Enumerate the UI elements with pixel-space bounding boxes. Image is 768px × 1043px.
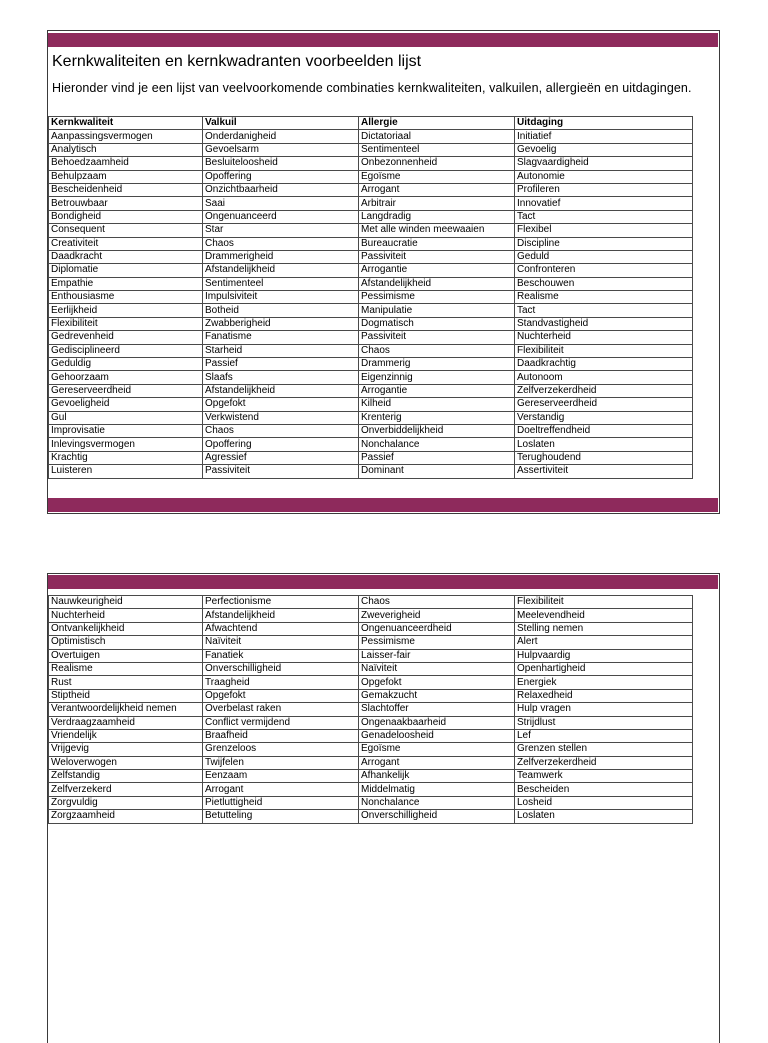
- table-cell: Met alle winden meewaaien: [359, 224, 515, 237]
- table-cell: Nonchalance: [359, 438, 515, 451]
- table-cell: Krachtig: [49, 451, 203, 464]
- table-row: [49, 756, 693, 769]
- table-row: [49, 689, 693, 702]
- table-cell: Geduldig: [49, 358, 203, 371]
- document-page-1: [47, 30, 720, 514]
- table-cell: Verdraagzaamheid: [49, 716, 203, 729]
- table-row: [49, 703, 693, 716]
- header-valkuil: Valkuil: [203, 117, 359, 130]
- top-accent-band: [48, 575, 718, 589]
- table-cell: Naïviteit: [359, 662, 515, 675]
- table-cell: Dominant: [359, 465, 515, 478]
- intro-text: Hieronder vind je een lijst van veelvoorkomende combinaties kernkwaliteiten, valkuilen, allergieën en uitdagingen.: [52, 81, 692, 95]
- table-cell: Rust: [49, 676, 203, 689]
- table-cell: Verantwoordelijkheid nemen: [49, 703, 203, 716]
- table-cell: Drammerigheid: [203, 250, 359, 263]
- table-cell: Gedisciplineerd: [49, 344, 203, 357]
- table-row: [49, 411, 693, 424]
- table-cell: Overbelast raken: [203, 703, 359, 716]
- table-cell: Eenzaam: [203, 770, 359, 783]
- table-row: [49, 371, 693, 384]
- table-cell: Creativiteit: [49, 237, 203, 250]
- table-cell: Onzichtbaarheid: [203, 183, 359, 196]
- table-cell: Opgefokt: [203, 689, 359, 702]
- table-cell: Zelfverzekerdheid: [515, 756, 693, 769]
- table-cell: Twijfelen: [203, 756, 359, 769]
- table-cell: Zelfverzekerd: [49, 783, 203, 796]
- table-cell: Beschouwen: [515, 277, 693, 290]
- table-cell: Ongenuanceerdheid: [359, 622, 515, 635]
- table-cell: Onbezonnenheid: [359, 157, 515, 170]
- table-cell: Analytisch: [49, 143, 203, 156]
- table-cell: Strijdlust: [515, 716, 693, 729]
- table-cell: Passief: [359, 451, 515, 464]
- table-cell: Grenzeloos: [203, 743, 359, 756]
- table-cell: Tact: [515, 304, 693, 317]
- table-row: [49, 596, 693, 609]
- table-row: [49, 424, 693, 437]
- table-cell: Fanatisme: [203, 331, 359, 344]
- table-row: [49, 622, 693, 635]
- table-cell: Egoïsme: [359, 743, 515, 756]
- table-cell: Pessimisme: [359, 291, 515, 304]
- table-cell: Afstandelijkheid: [203, 609, 359, 622]
- table-cell: Ongenuanceerd: [203, 210, 359, 223]
- table-cell: Energiek: [515, 676, 693, 689]
- table-cell: Opoffering: [203, 438, 359, 451]
- table-row: [49, 636, 693, 649]
- table-cell: Genadeloosheid: [359, 729, 515, 742]
- table-cell: Nuchterheid: [515, 331, 693, 344]
- table-cell: Hulp vragen: [515, 703, 693, 716]
- table-cell: Onverschilligheid: [203, 662, 359, 675]
- table-cell: Star: [203, 224, 359, 237]
- table-row: [49, 358, 693, 371]
- page-title: Kernkwaliteiten en kernkwadranten voorbeelden lijst: [52, 53, 422, 70]
- table-row: [49, 796, 693, 809]
- table-cell: Tact: [515, 210, 693, 223]
- table-row: [49, 143, 693, 156]
- table-cell: Pietluttigheid: [203, 796, 359, 809]
- table-cell: Enthousiasme: [49, 291, 203, 304]
- table-body: [49, 596, 693, 824]
- table-cell: Standvastigheid: [515, 317, 693, 330]
- table-row: [49, 465, 693, 478]
- top-accent-band: [48, 33, 718, 47]
- table-cell: Flexibel: [515, 224, 693, 237]
- table-cell: Luisteren: [49, 465, 203, 478]
- table-cell: Sentimenteel: [203, 277, 359, 290]
- table-cell: Grenzen stellen: [515, 743, 693, 756]
- table-cell: Opgefokt: [203, 398, 359, 411]
- table-cell: Innovatief: [515, 197, 693, 210]
- table-cell: Afstandelijkheid: [359, 277, 515, 290]
- header-kernkwaliteit: Kernkwaliteit: [49, 117, 203, 130]
- table-cell: Saai: [203, 197, 359, 210]
- table-cell: Aanpassingsvermogen: [49, 130, 203, 143]
- table-cell: Gehoorzaam: [49, 371, 203, 384]
- table-cell: Teamwerk: [515, 770, 693, 783]
- table-cell: Zelfstandig: [49, 770, 203, 783]
- table-cell: Gul: [49, 411, 203, 424]
- table-row: [49, 264, 693, 277]
- table-cell: Arrogantie: [359, 264, 515, 277]
- table-cell: Onverschilligheid: [359, 810, 515, 823]
- table-cell: Afstandelijkheid: [203, 384, 359, 397]
- table-cell: Openhartigheid: [515, 662, 693, 675]
- table-header-row: [49, 117, 693, 130]
- table-cell: Hulpvaardig: [515, 649, 693, 662]
- table-cell: Vriendelijk: [49, 729, 203, 742]
- table-cell: Laisser-fair: [359, 649, 515, 662]
- document-page-2: [47, 573, 720, 1043]
- table-cell: Stiptheid: [49, 689, 203, 702]
- table-cell: Lef: [515, 729, 693, 742]
- header-uitdaging: Uitdaging: [515, 117, 693, 130]
- table-cell: Gevoelig: [515, 143, 693, 156]
- table-row: [49, 130, 693, 143]
- table-cell: Chaos: [203, 237, 359, 250]
- table-row: [49, 676, 693, 689]
- table-row: [49, 451, 693, 464]
- table-cell: Opoffering: [203, 170, 359, 183]
- table-cell: Consequent: [49, 224, 203, 237]
- table-row: [49, 224, 693, 237]
- table-row: [49, 729, 693, 742]
- table-row: [49, 331, 693, 344]
- table-row: [49, 210, 693, 223]
- table-row: [49, 183, 693, 196]
- table-cell: Eigenzinnig: [359, 371, 515, 384]
- table-cell: Afwachtend: [203, 622, 359, 635]
- table-cell: Zelfverzekerdheid: [515, 384, 693, 397]
- table-cell: Sentimenteel: [359, 143, 515, 156]
- table-cell: Bescheiden: [515, 783, 693, 796]
- table-cell: Overtuigen: [49, 649, 203, 662]
- table-row: [49, 743, 693, 756]
- table-row: [49, 237, 693, 250]
- table-row: [49, 810, 693, 823]
- table-cell: Loslaten: [515, 438, 693, 451]
- table-row: [49, 716, 693, 729]
- table-cell: Passiviteit: [359, 250, 515, 263]
- table-cell: Realisme: [49, 662, 203, 675]
- table-cell: Alert: [515, 636, 693, 649]
- table-cell: Onverbiddelijkheid: [359, 424, 515, 437]
- table-cell: Arrogantie: [359, 384, 515, 397]
- table-cell: Slaafs: [203, 371, 359, 384]
- table-cell: Eerlijkheid: [49, 304, 203, 317]
- table-cell: Langdradig: [359, 210, 515, 223]
- table-cell: Empathie: [49, 277, 203, 290]
- table-row: [49, 170, 693, 183]
- table-row: [49, 783, 693, 796]
- table-cell: Stelling nemen: [515, 622, 693, 635]
- table-row: [49, 197, 693, 210]
- table-cell: Flexibiliteit: [515, 344, 693, 357]
- table-cell: Passief: [203, 358, 359, 371]
- table-cell: Gemakzucht: [359, 689, 515, 702]
- table-cell: Meelevendheid: [515, 609, 693, 622]
- table-cell: Chaos: [359, 596, 515, 609]
- table-cell: Daadkracht: [49, 250, 203, 263]
- table-cell: Gereserveerdheid: [515, 398, 693, 411]
- table-row: [49, 277, 693, 290]
- table-cell: Vrijgevig: [49, 743, 203, 756]
- table-cell: Doeltreffendheid: [515, 424, 693, 437]
- table-cell: Zorgvuldig: [49, 796, 203, 809]
- table-row: [49, 304, 693, 317]
- table-cell: Drammerig: [359, 358, 515, 371]
- table-cell: Starheid: [203, 344, 359, 357]
- table-cell: Discipline: [515, 237, 693, 250]
- core-qualities-table-continued: [48, 595, 693, 824]
- table-cell: Zweverigheid: [359, 609, 515, 622]
- table-cell: Gevoelsarm: [203, 143, 359, 156]
- table-cell: Botheid: [203, 304, 359, 317]
- table-cell: Betutteling: [203, 810, 359, 823]
- table-cell: Assertiviteit: [515, 465, 693, 478]
- table-cell: Terughoudend: [515, 451, 693, 464]
- table-cell: Betrouwbaar: [49, 197, 203, 210]
- table-cell: Onderdanigheid: [203, 130, 359, 143]
- table-cell: Naïviteit: [203, 636, 359, 649]
- table-cell: Agressief: [203, 451, 359, 464]
- table-cell: Egoïsme: [359, 170, 515, 183]
- table-cell: Krenterig: [359, 411, 515, 424]
- bottom-accent-band: [48, 498, 718, 512]
- table-cell: Profileren: [515, 183, 693, 196]
- table-row: [49, 398, 693, 411]
- table-row: [49, 291, 693, 304]
- table-cell: Flexibiliteit: [49, 317, 203, 330]
- table-cell: Optimistisch: [49, 636, 203, 649]
- table-cell: Zorgzaamheid: [49, 810, 203, 823]
- table-row: [49, 609, 693, 622]
- table-cell: Arrogant: [359, 183, 515, 196]
- table-cell: Confronteren: [515, 264, 693, 277]
- table-cell: Gereserveerdheid: [49, 384, 203, 397]
- table-cell: Opgefokt: [359, 676, 515, 689]
- table-cell: Autonoom: [515, 371, 693, 384]
- table-cell: Slagvaardigheid: [515, 157, 693, 170]
- table-cell: Passiviteit: [203, 465, 359, 478]
- table-cell: Afhankelijk: [359, 770, 515, 783]
- table-cell: Geduld: [515, 250, 693, 263]
- table-cell: Zwabberigheid: [203, 317, 359, 330]
- table-cell: Pessimisme: [359, 636, 515, 649]
- table-row: [49, 384, 693, 397]
- core-qualities-table: [48, 116, 693, 479]
- table-cell: Arrogant: [203, 783, 359, 796]
- table-cell: Gevoeligheid: [49, 398, 203, 411]
- table-cell: Ontvankelijkheid: [49, 622, 203, 635]
- table-cell: Dictatoriaal: [359, 130, 515, 143]
- table-cell: Verstandig: [515, 411, 693, 424]
- table-cell: Fanatiek: [203, 649, 359, 662]
- table-cell: Nuchterheid: [49, 609, 203, 622]
- table-cell: Behulpzaam: [49, 170, 203, 183]
- table-row: [49, 157, 693, 170]
- table-cell: Daadkrachtig: [515, 358, 693, 371]
- table-cell: Diplomatie: [49, 264, 203, 277]
- table-cell: Perfectionisme: [203, 596, 359, 609]
- table-row: [49, 344, 693, 357]
- table-cell: Passiviteit: [359, 331, 515, 344]
- table-cell: Behoedzaamheid: [49, 157, 203, 170]
- table-cell: Nauwkeurigheid: [49, 596, 203, 609]
- table-row: [49, 770, 693, 783]
- table-cell: Braafheid: [203, 729, 359, 742]
- table-body: [49, 130, 693, 478]
- table-row: [49, 438, 693, 451]
- table-row: [49, 250, 693, 263]
- table-cell: Inlevingsvermogen: [49, 438, 203, 451]
- table-cell: Slachtoffer: [359, 703, 515, 716]
- table-cell: Nonchalance: [359, 796, 515, 809]
- table-cell: Arrogant: [359, 756, 515, 769]
- table-row: [49, 317, 693, 330]
- table-cell: Arbitrair: [359, 197, 515, 210]
- table-cell: Bescheidenheid: [49, 183, 203, 196]
- table-cell: Improvisatie: [49, 424, 203, 437]
- table-cell: Initiatief: [515, 130, 693, 143]
- table-cell: Losheid: [515, 796, 693, 809]
- table-cell: Besluiteloosheid: [203, 157, 359, 170]
- table-cell: Weloverwogen: [49, 756, 203, 769]
- table-cell: Ongenaakbaarheid: [359, 716, 515, 729]
- table-cell: Chaos: [359, 344, 515, 357]
- table-cell: Impulsiviteit: [203, 291, 359, 304]
- table-cell: Autonomie: [515, 170, 693, 183]
- table-cell: Dogmatisch: [359, 317, 515, 330]
- table-cell: Manipulatie: [359, 304, 515, 317]
- table-cell: Afstandelijkheid: [203, 264, 359, 277]
- table-row: [49, 649, 693, 662]
- header-allergie: Allergie: [359, 117, 515, 130]
- table-cell: Middelmatig: [359, 783, 515, 796]
- table-cell: Gedrevenheid: [49, 331, 203, 344]
- table-cell: Flexibiliteit: [515, 596, 693, 609]
- table-row: [49, 662, 693, 675]
- table-cell: Kilheid: [359, 398, 515, 411]
- table-cell: Bondigheid: [49, 210, 203, 223]
- table-cell: Traagheid: [203, 676, 359, 689]
- table-cell: Verkwistend: [203, 411, 359, 424]
- table-cell: Conflict vermijdend: [203, 716, 359, 729]
- table-cell: Bureaucratie: [359, 237, 515, 250]
- table-cell: Realisme: [515, 291, 693, 304]
- table-cell: Chaos: [203, 424, 359, 437]
- table-cell: Relaxedheid: [515, 689, 693, 702]
- table-cell: Loslaten: [515, 810, 693, 823]
